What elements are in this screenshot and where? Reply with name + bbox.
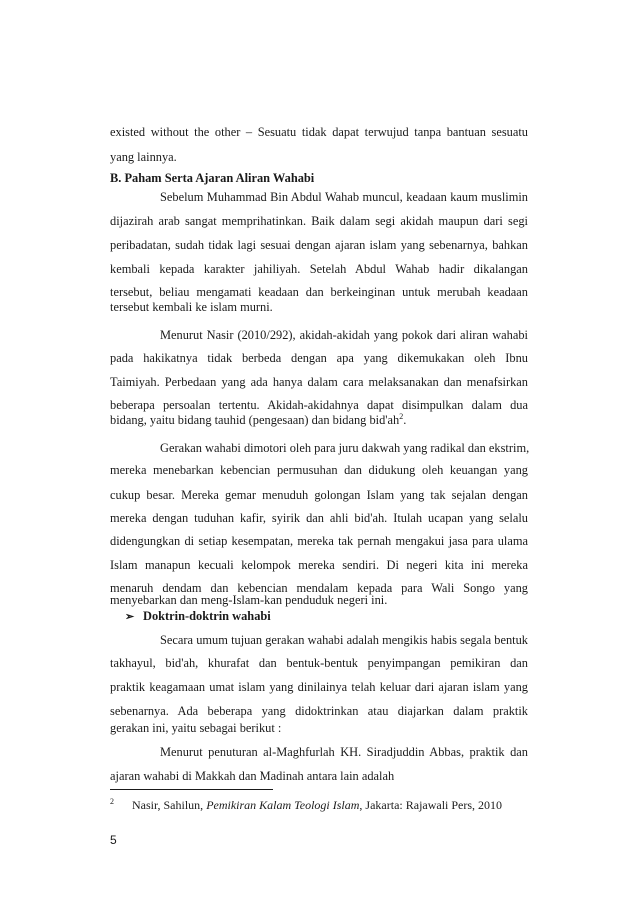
bullet-heading: [125, 608, 528, 625]
text-line: ajaran wahabi di Makkah dan Madinah antara lain adalah: [110, 769, 395, 783]
text-line: kembali kepada karakter jahiliyah. Setelah Abdul Wahab hadir dikalangan: [110, 262, 528, 276]
text-line: cukup besar. Mereka gemar menuduh golongan Islam yang tak sejalan dengan: [110, 488, 528, 502]
text-line: Menurut Nasir (2010/292), akidah-akidah yang pokok dari aliran wahabi: [160, 328, 528, 342]
text-line: existed without the other – Sesuatu tidak dapat terwujud tanpa bantuan sesuatu: [110, 125, 528, 139]
text-line: praktik keagamaan umat islam yang dinilainya telah keluar dari ajaran islam yang: [110, 680, 528, 694]
text-line: mereka menebarkan kebencian permusuhan dan didukung oleh keuangan yang: [110, 463, 528, 477]
text-line: gerakan ini, yaitu sebagai berikut :: [110, 721, 282, 735]
footnote-title: Pemikiran Kalam Teologi Islam: [206, 798, 360, 812]
text-line: sebenarnya. Ada beberapa yang didoktrinkan atau diajarkan dalam praktik: [110, 704, 528, 718]
text-line: tersebut, beliau mengamati keadaan dan berkeinginan untuk merubah keadaan: [110, 285, 528, 299]
footnote-number: 2: [110, 797, 114, 806]
text-line: beberapa persoalan tertentu. Akidah-akidahnya dapat disimpulkan dalam dua: [110, 398, 528, 412]
footnote-author: Nasir, Sahilun,: [132, 798, 204, 812]
text-line: Secara umum tujuan gerakan wahabi adalah mengikis habis segala bentuk: [160, 633, 528, 647]
footnote: [110, 797, 540, 813]
text-line: didengungkan di setiap kesempatan, mereka tak pernah mengakui jasa para ulama: [110, 534, 528, 548]
text-line: menaruh dendam dan kebencian mendalam kepada para Wali Songo yang: [110, 581, 528, 595]
text-line: mereka dengan tuduhan kafir, syirik dan ahli bid'ah. Itulah ucapan yang selalu: [110, 511, 528, 525]
text-line: menyebarkan dan meng-Islam-kan penduduk negeri ini.: [110, 593, 388, 607]
footnote-publisher: , Jakarta: Rajawali Pers, 2010: [359, 798, 503, 812]
text-run: bidang, yaitu bidang tauhid (pengesaan) dan bidang bid'ah: [110, 413, 400, 427]
text-line: Sebelum Muhammad Bin Abdul Wahab muncul, keadaan kaum muslimin: [160, 190, 528, 204]
text-line: Taimiyah. Perbedaan yang ada hanya dalam cara melaksanakan dan menafsirkan: [110, 375, 528, 389]
text-line: Gerakan wahabi dimotori oleh para juru dakwah yang radikal dan ekstrim,: [160, 441, 530, 455]
footnote-reference[interactable]: 2: [399, 411, 404, 421]
text-line: Islam manapun kecuali kelompok mereka sendiri. Di negeri kita ini mereka: [110, 558, 528, 572]
page-number: 5: [110, 833, 117, 847]
text-line: dijazirah arab sangat memprihatinkan. Baik dalam segi akidah maupun dari segi: [110, 214, 528, 228]
text-line: Menurut penuturan al-Maghfurlah KH. Siradjuddin Abbas, praktik dan: [160, 745, 528, 759]
section-heading: B. Paham Serta Ajaran Aliran Wahabi: [110, 171, 315, 185]
text-line: yang lainnya.: [110, 150, 177, 164]
text-line: [110, 412, 528, 428]
footnote-separator: [110, 789, 273, 790]
text-line: pada hakikatnya tidak berbeda dengan apa yang dikemukakan oleh Ibnu: [110, 351, 528, 365]
text-line: peribadatan, sudah tidak lagi sesuai dengan ajaran islam yang sebenarnya, bahkan: [110, 238, 528, 252]
bullet-heading-label: Doktrin-doktrin wahabi: [143, 609, 271, 623]
text-line: tersebut kembali ke islam murni.: [110, 300, 273, 314]
text-run: .: [403, 413, 407, 427]
text-line: takhayul, bid'ah, khurafat dan bentuk-bentuk penyimpangan pemikiran dan: [110, 656, 528, 670]
arrow-bullet-icon: ➢: [125, 611, 135, 623]
